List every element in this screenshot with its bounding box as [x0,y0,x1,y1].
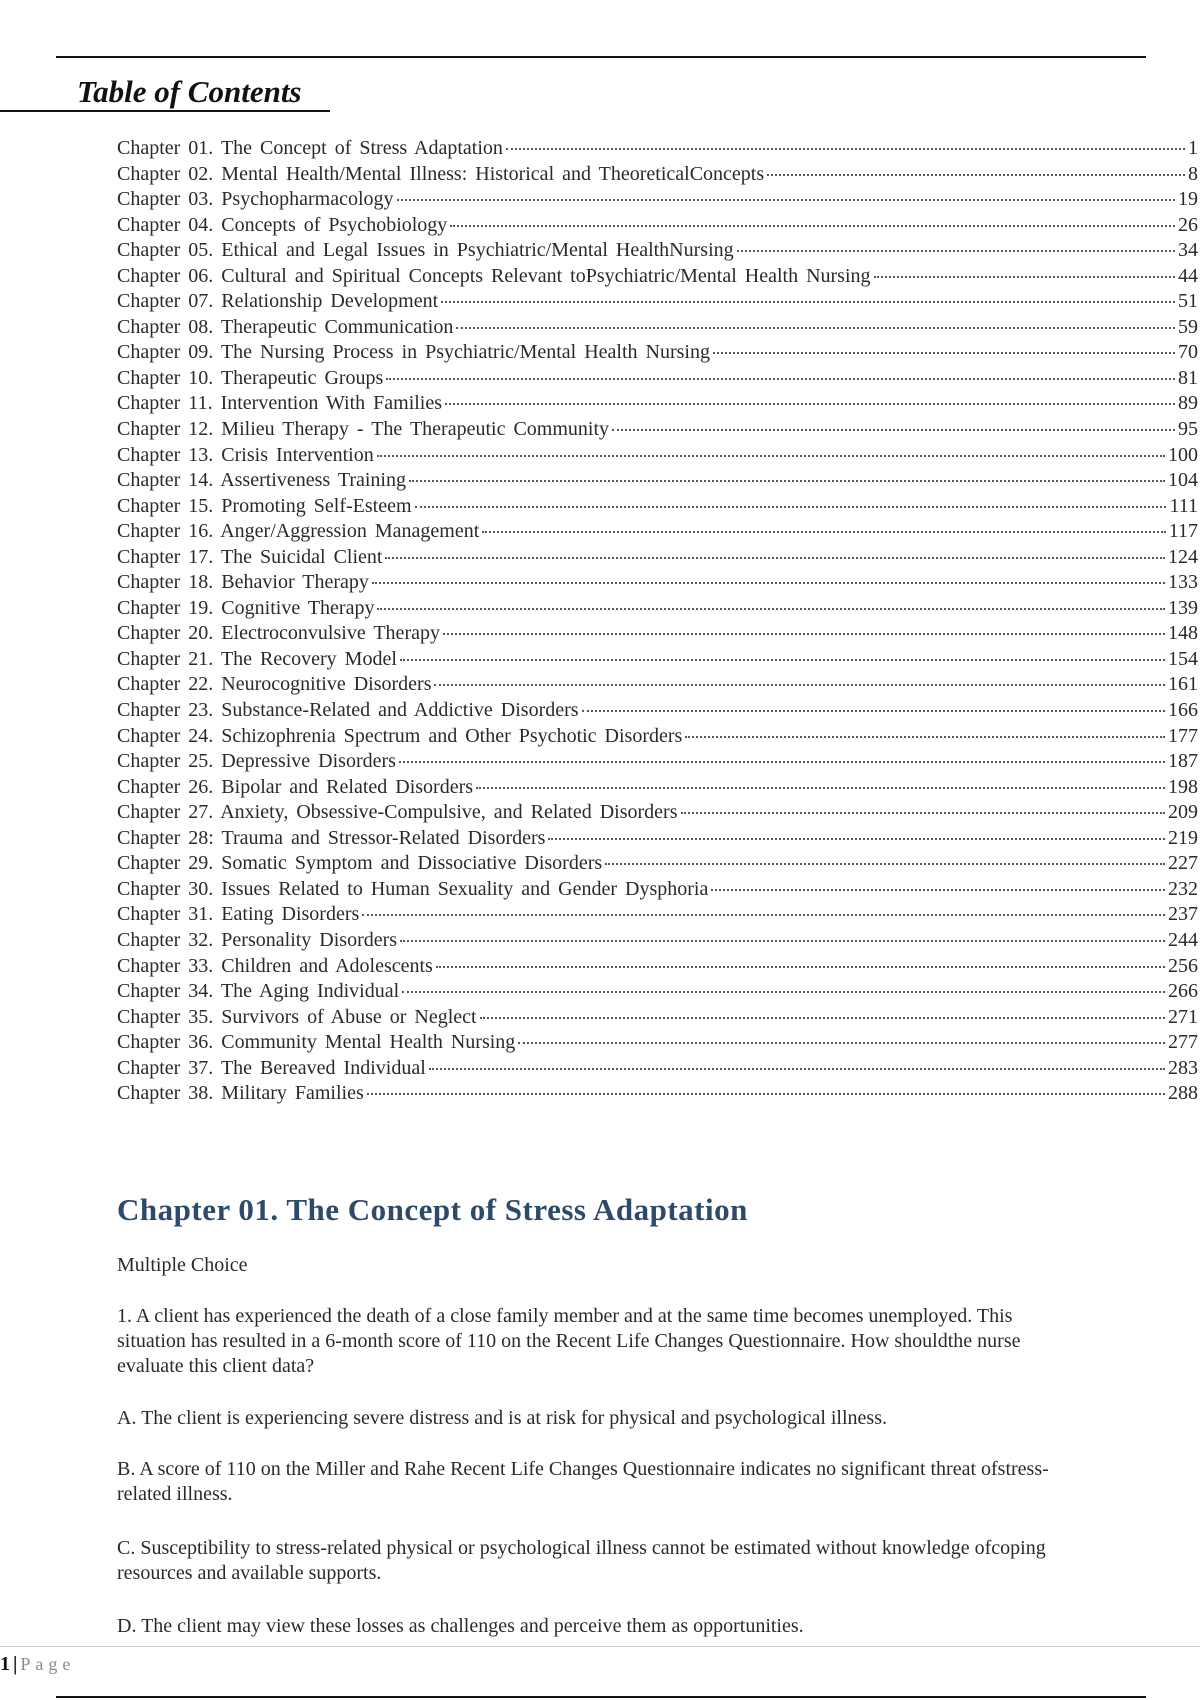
toc-entry-page: 1 [1188,137,1198,159]
toc-entry-label: Chapter 05. Ethical and Legal Issues in Psychiatric/Mental HealthNursing [117,239,734,262]
toc-entry-page: 256 [1168,954,1198,977]
toc-dot-leader [429,1068,1165,1070]
toc-entry-page: 161 [1168,673,1198,696]
toc-entry[interactable] [117,340,1198,366]
toc-entry-label: Chapter 24. Schizophrenia Spectrum and Other Psychotic Disorders [117,724,683,747]
toc-entry-label: Chapter 28: Trauma and Stressor-Related Disorders [117,826,546,849]
toc-entry-label: Chapter 23. Substance-Related and Addictive Disorders [117,699,579,722]
question-stem: 1. A client has experienced the death of a close family member and at the same time becomes unemployed. This situation has resulted in a 6-month score of 110 on the Recent Life Changes Questionnaire. How shouldthe nurse evaluate this client data? [117,1305,1021,1377]
toc-entry-page: 95 [1178,418,1198,441]
toc-entry-label: Chapter 13. Crisis Intervention [117,443,374,466]
toc-entry-label: Chapter 14. Assertiveness Training [117,469,406,492]
toc-entry-page: 244 [1168,928,1198,951]
toc-dot-leader [737,250,1175,252]
toc-dot-leader [443,633,1165,635]
toc-entry-label: Chapter 31. Eating Disorders [117,903,360,926]
toc-entry[interactable] [117,698,1198,724]
toc-entry-label: Chapter 29. Somatic Symptom and Dissociative Disorders [117,852,603,875]
toc-entry-label: Chapter 27. Anxiety, Obsessive-Compulsive, and Related Disorders [117,801,678,824]
toc-entry-page: 232 [1168,877,1198,900]
toc-entry-page: 288 [1168,1082,1198,1105]
toc-dot-leader [372,582,1165,584]
toc-entry[interactable] [117,596,1198,622]
toc-dot-leader [711,889,1165,891]
toc-entry-label: Chapter 19. Cognitive Therapy [117,596,375,619]
toc-entry-page: 124 [1168,545,1198,568]
toc-dot-leader [436,966,1165,968]
toc-dot-leader [441,301,1175,303]
toc-dot-leader [548,838,1165,840]
toc-entry-page: 219 [1168,826,1198,849]
toc-entry-label: Chapter 12. Milieu Therapy - The Therapeutic Community [117,418,610,441]
toc-dot-leader [685,736,1165,738]
toc-entry[interactable] [117,213,1198,239]
toc-entry-label: Chapter 21. The Recovery Model [117,647,397,670]
header-rule [56,56,1146,58]
toc-entry-label: Chapter 02. Mental Health/Mental Illness: Historical and TheoreticalConcepts [117,162,765,185]
toc-entry[interactable] [117,136,1198,162]
toc-dot-leader [482,531,1165,533]
toc-dot-leader [415,506,1167,508]
toc-entry-label: Chapter 16. Anger/Aggression Management [117,520,480,543]
toc-entry[interactable] [117,289,1198,315]
toc-dot-leader [434,684,1165,686]
toc-entry-page: 19 [1178,188,1198,211]
toc-dot-leader [402,991,1165,993]
toc-entry-label: Chapter 22. Neurocognitive Disorders [117,673,432,696]
toc-entry-label: Chapter 30. Issues Related to Human Sexuality and Gender Dysphoria [117,877,709,900]
toc-entry-page: 177 [1168,724,1198,747]
toc-entry[interactable] [117,826,1198,852]
toc-entry-page: 81 [1178,366,1198,389]
toc-entry[interactable] [117,264,1198,290]
toc-dot-leader [480,1017,1165,1019]
toc-entry-label: Chapter 03. Psychopharmacology [117,188,394,211]
toc-entry-page: 166 [1168,699,1198,722]
toc-dot-leader [612,429,1175,431]
page-separator: | [13,1653,18,1675]
toc-entry-page: 34 [1178,239,1198,262]
toc-entry[interactable] [117,621,1198,647]
answer-option-b: B. A score of 110 on the Miller and Rahe Recent Life Changes Questionnaire indicates no significant threat ofstress-related illness. [117,1458,1049,1505]
toc-entry-label: Chapter 08. Therapeutic Communication [117,315,454,338]
toc-dot-leader [386,378,1175,380]
footer-rule-top [0,1646,1200,1647]
toc-entry-page: 8 [1188,162,1198,185]
toc-entry[interactable] [117,494,1198,520]
toc-entry-page: 277 [1168,1031,1198,1054]
toc-entry[interactable] [117,672,1198,698]
toc-entry[interactable] [117,1081,1198,1107]
toc-entry-label: Chapter 01. The Concept of Stress Adaptation [117,137,503,159]
toc-entry-page: 59 [1178,315,1198,338]
toc-entry-label: Chapter 18. Behavior Therapy [117,571,369,594]
section-label: Multiple Choice [117,1254,248,1276]
toc-dot-leader [409,480,1165,482]
toc-entry-page: 198 [1168,775,1198,798]
toc-dot-leader [450,225,1175,227]
toc-dot-leader [518,1042,1165,1044]
answer-option-a: A. The client is experiencing severe distress and is at risk for physical and psychological illness. [117,1407,887,1429]
toc-entry-page: 111 [1169,494,1198,517]
toc-entry-label: Chapter 38. Military Families [117,1082,364,1105]
toc-entry-page: 26 [1178,213,1198,236]
toc-entry-label: Chapter 26. Bipolar and Related Disorders [117,775,474,798]
toc-entry-page: 133 [1168,571,1198,594]
toc-dot-leader [397,199,1176,201]
toc-entry-label: Chapter 35. Survivors of Abuse or Neglect [117,1005,477,1028]
toc-dot-leader [874,276,1175,278]
toc-dot-leader [400,940,1165,942]
toc-entry-page: 89 [1178,392,1198,415]
page-word: Page [20,1654,76,1674]
toc-dot-leader [605,863,1165,865]
toc-entry-page: 139 [1168,596,1198,619]
toc-entry-page: 154 [1168,647,1198,670]
toc-list [117,136,1198,1107]
toc-dot-leader [681,812,1166,814]
toc-entry[interactable] [117,1005,1198,1031]
toc-entry[interactable] [117,366,1198,392]
toc-dot-leader [767,174,1185,176]
toc-entry[interactable] [117,928,1198,954]
page-footer [0,1652,75,1676]
toc-entry-label: Chapter 25. Depressive Disorders [117,750,396,773]
toc-entry[interactable] [117,468,1198,494]
toc-entry[interactable] [117,1056,1198,1082]
toc-dot-leader [362,914,1165,916]
answer-option-c: C. Susceptibility to stress-related physical or psychological illness cannot be estimated without knowledge ofcoping resources and available supports. [117,1537,1046,1584]
toc-entry-page: 237 [1168,903,1198,926]
toc-dot-leader [400,659,1165,661]
toc-dot-leader [385,557,1165,559]
toc-entry-page: 266 [1168,980,1198,1003]
toc-entry[interactable] [117,391,1198,417]
toc-entry-page: 70 [1178,341,1198,364]
toc-entry-page: 117 [1168,520,1198,543]
toc-entry-page: 44 [1178,264,1198,287]
toc-entry[interactable] [117,647,1198,673]
toc-entry[interactable] [117,570,1198,596]
toc-entry-label: Chapter 11. Intervention With Families [117,392,443,415]
toc-entry-label: Chapter 06. Cultural and Spiritual Concepts Relevant toPsychiatric/Mental Health Nursing [117,264,871,287]
toc-entry-label: Chapter 17. The Suicidal Client [117,545,383,568]
toc-entry-page: 100 [1168,443,1198,466]
toc-entry[interactable] [117,851,1198,877]
toc-entry-label: Chapter 10. Therapeutic Groups [117,366,384,389]
toc-title: Table of Contents [0,74,330,112]
toc-entry[interactable] [117,979,1198,1005]
toc-entry-label: Chapter 04. Concepts of Psychobiology [117,213,448,236]
footer-rule-bottom [56,1696,1146,1698]
toc-entry-label: Chapter 33. Children and Adolescents [117,954,433,977]
toc-dot-leader [445,403,1175,405]
toc-entry[interactable] [117,162,1198,188]
toc-dot-leader [367,1093,1165,1095]
toc-entry[interactable] [117,800,1198,826]
toc-entry-label: Chapter 37. The Bereaved Individual [117,1056,426,1079]
toc-entry-page: 227 [1168,852,1198,875]
toc-entry-label: Chapter 20. Electroconvulsive Therapy [117,622,440,645]
toc-dot-leader [399,761,1165,763]
toc-entry[interactable] [117,187,1198,213]
toc-dot-leader [476,787,1165,789]
toc-entry[interactable] [117,545,1198,571]
toc-entry-page: 104 [1168,469,1198,492]
toc-entry[interactable] [117,315,1198,341]
toc-entry[interactable] [117,749,1198,775]
toc-entry[interactable] [117,902,1198,928]
toc-entry[interactable] [117,417,1198,443]
toc-entry-label: Chapter 09. The Nursing Process in Psychiatric/Mental Health Nursing [117,341,710,364]
toc-entry[interactable] [117,443,1198,469]
toc-entry[interactable] [117,724,1198,750]
toc-entry-page: 283 [1168,1056,1198,1079]
toc-dot-leader [377,608,1165,610]
toc-entry[interactable] [117,954,1198,980]
toc-dot-leader [506,148,1185,150]
toc-entry-label: Chapter 34. The Aging Individual [117,980,400,1003]
toc-entry[interactable] [117,519,1198,545]
toc-entry-page: 51 [1178,290,1198,313]
toc-dot-leader [456,327,1175,329]
toc-entry[interactable] [117,877,1198,903]
toc-entry-page: 209 [1168,801,1198,824]
answer-option-d: D. The client may view these losses as challenges and perceive them as opportunities. [117,1615,804,1637]
toc-entry-label: Chapter 36. Community Mental Health Nursing [117,1031,516,1054]
page-number: 1 [0,1653,10,1675]
toc-entry-page: 187 [1168,750,1198,773]
toc-dot-leader [582,710,1165,712]
toc-entry-page: 148 [1168,622,1198,645]
toc-entry-label: Chapter 07. Relationship Development [117,290,439,313]
toc-entry-label: Chapter 32. Personality Disorders [117,928,398,951]
toc-entry-page: 271 [1168,1005,1198,1028]
toc-entry[interactable] [117,1030,1198,1056]
toc-dot-leader [713,352,1175,354]
toc-entry[interactable] [117,775,1198,801]
toc-entry[interactable] [117,238,1198,264]
chapter-heading: Chapter 01. The Concept of Stress Adaptation [117,1192,748,1227]
toc-dot-leader [377,455,1165,457]
toc-entry-label: Chapter 15. Promoting Self-Esteem [117,494,412,517]
